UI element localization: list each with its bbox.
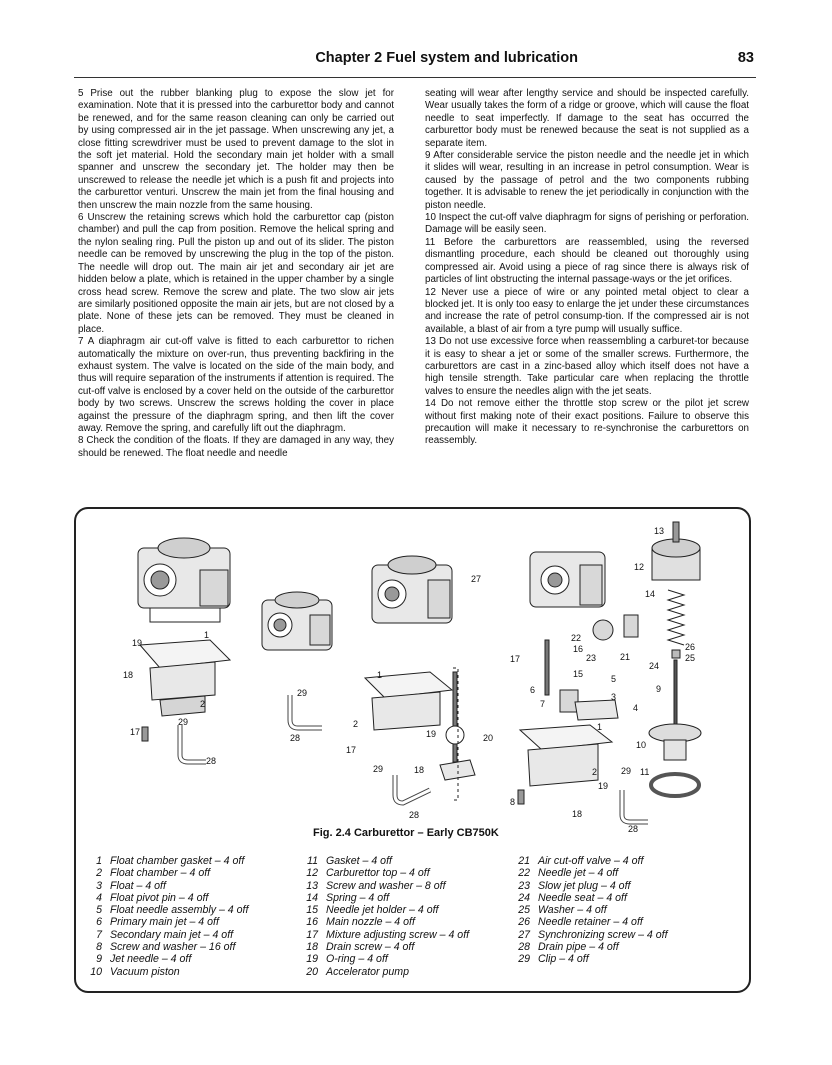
legend-item	[84, 953, 248, 965]
callout-label: 25	[685, 653, 696, 663]
legend-text: O-ring – 4 off	[326, 953, 388, 966]
paragraph: 11 Before the carburettors are reassembled, using the reversed dismantling procedure, each should be cleaned out thoroughly using compressed air. Avoid using a piece of rag since there is always risk of particles of lint obstructing the internal passage-ways or the jet orifices.	[425, 236, 749, 286]
legend-item	[84, 904, 248, 916]
legend-item	[84, 880, 248, 892]
carburettor-body-illustration	[262, 592, 332, 650]
legend-number: 3	[96, 879, 102, 892]
legend-number: 17	[306, 928, 318, 941]
callout-label: 2	[200, 699, 206, 709]
legend-item	[300, 929, 469, 941]
legend-text: Screw and washer – 16 off	[110, 941, 236, 954]
legend-item	[512, 929, 668, 941]
legend-number: 24	[518, 891, 530, 904]
legend-item	[512, 916, 668, 928]
legend-number: 18	[306, 941, 318, 954]
callout-label: 17	[130, 727, 141, 737]
callout-label: 19	[598, 781, 609, 791]
chapter-title: Chapter 2 Fuel system and lubrication	[315, 50, 578, 66]
legend-item	[300, 867, 469, 879]
paragraph: 7 A diaphragm air cut-off valve is fitted to each carburettor to richen automatically the mixture on over-run, thus preventing backfiring in the exhaust system. The valve is located on the side of the main body, and thus will require separation of the instruments if attention is required. The cut-off valve is enclosed by a cover held on the outside of the carburettor body by two screws. Unscrew the screws holding the cover in place against the pressure of the diaphragm spring, and then lift the cover away. Remove the spring, and carefully lift out the diaphragm.	[78, 336, 394, 434]
callout-label: 28	[290, 733, 301, 743]
callout-label: 19	[426, 729, 437, 739]
legend-number: 4	[96, 891, 102, 904]
legend-text: Float pivot pin – 4 off	[110, 891, 209, 904]
legend-text: Jet needle – 4 off	[110, 953, 192, 966]
legend-text: Float – 4 off	[110, 879, 166, 892]
legend-text: Gasket – 4 off	[326, 855, 392, 867]
legend-number: 21	[518, 855, 530, 867]
legend-text: Needle retainer – 4 off	[538, 916, 643, 929]
legend-text: Washer – 4 off	[538, 904, 607, 917]
legend-text: Float chamber – 4 off	[110, 867, 211, 880]
callout-label: 4	[633, 703, 639, 713]
legend-item	[512, 867, 668, 879]
paragraph: 6 Unscrew the retaining screws which hold the carburettor cap (piston chamber) and pull the cap from position. Remove the helical spring and the nylon sealing ring. Pull the piston up and out of its slider. The piston needle can be removed by unscrewing the plug in the top of the piston. The needle will drop out. The main air jet and secondary air jet are hidden below a plate, which is retained in the upper chamber by a single cross head screw. Remove the screw and plate. The two slow air jets are similarly positioned opposite the main air jets, but are not closed by a plate. None of these jets can be removed. They must be cleaned in place.	[78, 212, 394, 335]
legend-text: Needle seat – 4 off	[538, 891, 627, 904]
legend-text: Float chamber gasket – 4 off	[110, 855, 245, 867]
callout-label: 2	[592, 767, 598, 777]
legend-item	[84, 916, 248, 928]
carburettor-body-illustration	[530, 552, 605, 607]
legend-item	[300, 880, 469, 892]
legend-item	[512, 941, 668, 953]
callout-label: 14	[645, 589, 656, 599]
callout-label: 17	[510, 654, 521, 664]
legend-item	[84, 892, 248, 904]
legend-number: 16	[306, 916, 318, 929]
callout-label: 24	[649, 661, 660, 671]
legend-text: Accelerator pump	[326, 965, 410, 978]
legend-item	[512, 855, 668, 867]
legend-number: 29	[518, 953, 530, 966]
legend-text: Synchronizing screw – 4 off	[538, 928, 668, 941]
legend-item	[84, 929, 248, 941]
legend-number: 25	[518, 904, 530, 917]
callout-label: 28	[409, 810, 420, 820]
legend-number: 11	[307, 855, 318, 867]
legend-item	[300, 904, 469, 916]
callout-label: 18	[414, 765, 425, 775]
callout-label: 29	[621, 766, 632, 776]
legend-text: Carburettor top – 4 off	[326, 867, 430, 880]
callout-label: 17	[346, 745, 357, 755]
paragraph: 10 Inspect the cut-off valve diaphragm for signs of perishing or perforation. Damage will be easily seen.	[425, 212, 749, 236]
legend-text: Primary main jet – 4 off	[110, 916, 219, 929]
legend-column-3	[512, 855, 668, 966]
float-chamber-illustration	[520, 725, 612, 786]
callout-label: 15	[573, 669, 584, 679]
legend-text: Needle jet – 4 off	[538, 867, 619, 880]
legend-number: 22	[518, 867, 530, 880]
legend-text: Needle jet holder – 4 off	[326, 904, 439, 917]
legend-number: 10	[90, 965, 102, 978]
legend-item	[300, 892, 469, 904]
paragraph: 5 Prise out the rubber blanking plug to expose the slow jet for examination. Note that it is pressed into the carburettor body and cannot be renewed, and for the same reason cleaning can only be carried out by using compressed air in the jet passage. When unscrewing any jet, a close fitting screwdriver must be used to prevent damage to the slot in the soft jet material. Hold the secondary main jet holder with a small spanner and unscrew the secondary jet. The holder may then be unscrewed to release the needle jet which is a push fit and projects into the carburettor venturi. Unscrew the main jet from the final housing and then unscrew the main nozzle from the same housing.	[78, 88, 394, 211]
callout-label: 29	[373, 764, 384, 774]
legend-number: 7	[96, 928, 102, 941]
legend-item	[300, 966, 469, 978]
callout-label: 10	[636, 740, 647, 750]
callout-label: 3	[611, 692, 617, 702]
callout-label: 27	[471, 574, 482, 584]
legend-item	[512, 953, 668, 965]
legend-text: Spring – 4 off	[326, 891, 390, 904]
legend-text: Float needle assembly – 4 off	[110, 904, 249, 917]
legend-text: Vacuum piston	[110, 965, 180, 978]
legend-number: 28	[518, 941, 530, 954]
legend-text: Clip – 4 off	[538, 953, 589, 966]
callout-label: 1	[377, 670, 383, 680]
legend-column-2	[300, 855, 469, 978]
callout-label: 5	[611, 674, 617, 684]
legend-number: 14	[306, 891, 318, 904]
callout-label: 8	[510, 797, 516, 807]
legend-item	[300, 941, 469, 953]
figure-caption: Fig. 2.4 Carburettor – Early CB750K	[313, 827, 499, 839]
callout-label: 12	[634, 562, 645, 572]
legend-text: Secondary main jet – 4 off	[110, 928, 234, 941]
legend-item	[84, 855, 248, 867]
paragraph: 9 After considerable service the piston needle and the needle jet in which it slides will wear, resulting in an increase in petrol consumption. Wear is caused by the passage of petrol and the two components rubbing together. It is advisable to renew the jet periodically in conjunction with the piston needle.	[425, 150, 749, 211]
legend-text: Mixture adjusting screw – 4 off	[326, 928, 470, 941]
legend-item	[84, 867, 248, 879]
legend-text: Drain screw – 4 off	[326, 941, 415, 954]
legend-item	[512, 904, 668, 916]
float-chamber-illustration	[140, 640, 230, 716]
legend-column-1	[84, 855, 248, 978]
legend-item	[84, 966, 248, 978]
callout-label: 11	[640, 767, 650, 777]
callout-label: 13	[654, 526, 665, 536]
callout-label: 23	[586, 653, 597, 663]
legend-number: 23	[518, 879, 530, 892]
page-number: 83	[737, 50, 754, 66]
legend-number: 19	[306, 953, 318, 966]
legend-text: Drain pipe – 4 off	[538, 941, 619, 954]
callout-label: 29	[297, 688, 308, 698]
callout-label: 1	[204, 630, 210, 640]
legend-number: 13	[306, 879, 318, 892]
legend-number: 20	[306, 965, 318, 978]
legend-text: Main nozzle – 4 off	[326, 916, 415, 929]
callout-label: 18	[123, 670, 134, 680]
callout-label: 18	[572, 809, 583, 819]
paragraph: 8 Check the condition of the floats. If they are damaged in any way, they should be renewed. The float needle and needle	[78, 435, 394, 459]
legend-text: Air cut-off valve – 4 off	[538, 855, 644, 867]
legend-item	[512, 892, 668, 904]
legend-number: 1	[96, 855, 102, 867]
callout-label: 2	[353, 719, 359, 729]
callout-label: 1	[597, 722, 603, 732]
legend-number: 2	[96, 867, 102, 880]
callout-label: 28	[206, 756, 217, 766]
paragraph: seating will wear after lengthy service and should be inspected carefully. Wear usually takes the form of a ridge or groove, which will cause the float needle to seat imperfectly. If damage to the seat has occurred the carburettor body must be renewed because the seat is not supplied as a separate item.	[425, 88, 749, 149]
paragraph: 12 Never use a piece of wire or any pointed metal object to clear a blocked jet. It is only too easy to enlarge the jet under these circumstances and increase the rate of petrol consump-tion. If the compressed air is not available, a blast of air from a tyre pump will usually suffice.	[425, 286, 749, 335]
callout-label: 29	[178, 717, 189, 727]
callout-label: 19	[132, 638, 143, 648]
legend-text: Screw and washer – 8 off	[326, 879, 446, 892]
callout-label: 21	[620, 652, 631, 662]
carburettor-body-illustration	[138, 538, 230, 622]
paragraph: 14 Do not remove either the throttle stop screw or the pilot jet screw without first making note of their exact positions. Failure to observe this precaution will make it necessary to re-synchronise the carburettors on reassembly.	[425, 398, 749, 447]
legend-item	[512, 880, 668, 892]
legend-number: 15	[306, 904, 318, 917]
legend-number: 8	[96, 941, 102, 954]
legend-item	[84, 941, 248, 953]
legend-number: 27	[518, 928, 530, 941]
paragraph: 13 Do not use excessive force when reassembling a carburet-tor because it is easy to shear a jet or some of the smaller screws. Furthermore, the carburettors are cast in a zinc-based alloy which itself does not have a high tensile strength. Take particular care when replacing the throttle valves to ensure the needles align with the jet seats.	[425, 336, 749, 397]
legend-number: 12	[306, 867, 318, 880]
legend-text: Slow jet plug – 4 off	[538, 879, 631, 892]
callout-label: 22	[571, 633, 582, 643]
callout-label: 28	[628, 824, 639, 834]
legend-number: 6	[96, 916, 102, 929]
callout-label: 6	[530, 685, 536, 695]
legend-number: 5	[96, 904, 102, 917]
callout-label: 16	[573, 644, 584, 654]
legend-item	[300, 953, 469, 965]
legend-number: 26	[518, 916, 530, 929]
callout-label: 7	[540, 699, 546, 709]
legend-number: 9	[96, 953, 102, 966]
callout-label: 26	[685, 642, 696, 652]
legend-item	[300, 855, 469, 867]
carburettor-body-illustration	[372, 556, 452, 623]
float-chamber-illustration	[365, 672, 452, 730]
callout-label: 9	[656, 684, 662, 694]
callout-label: 20	[483, 733, 494, 743]
legend-item	[300, 916, 469, 928]
